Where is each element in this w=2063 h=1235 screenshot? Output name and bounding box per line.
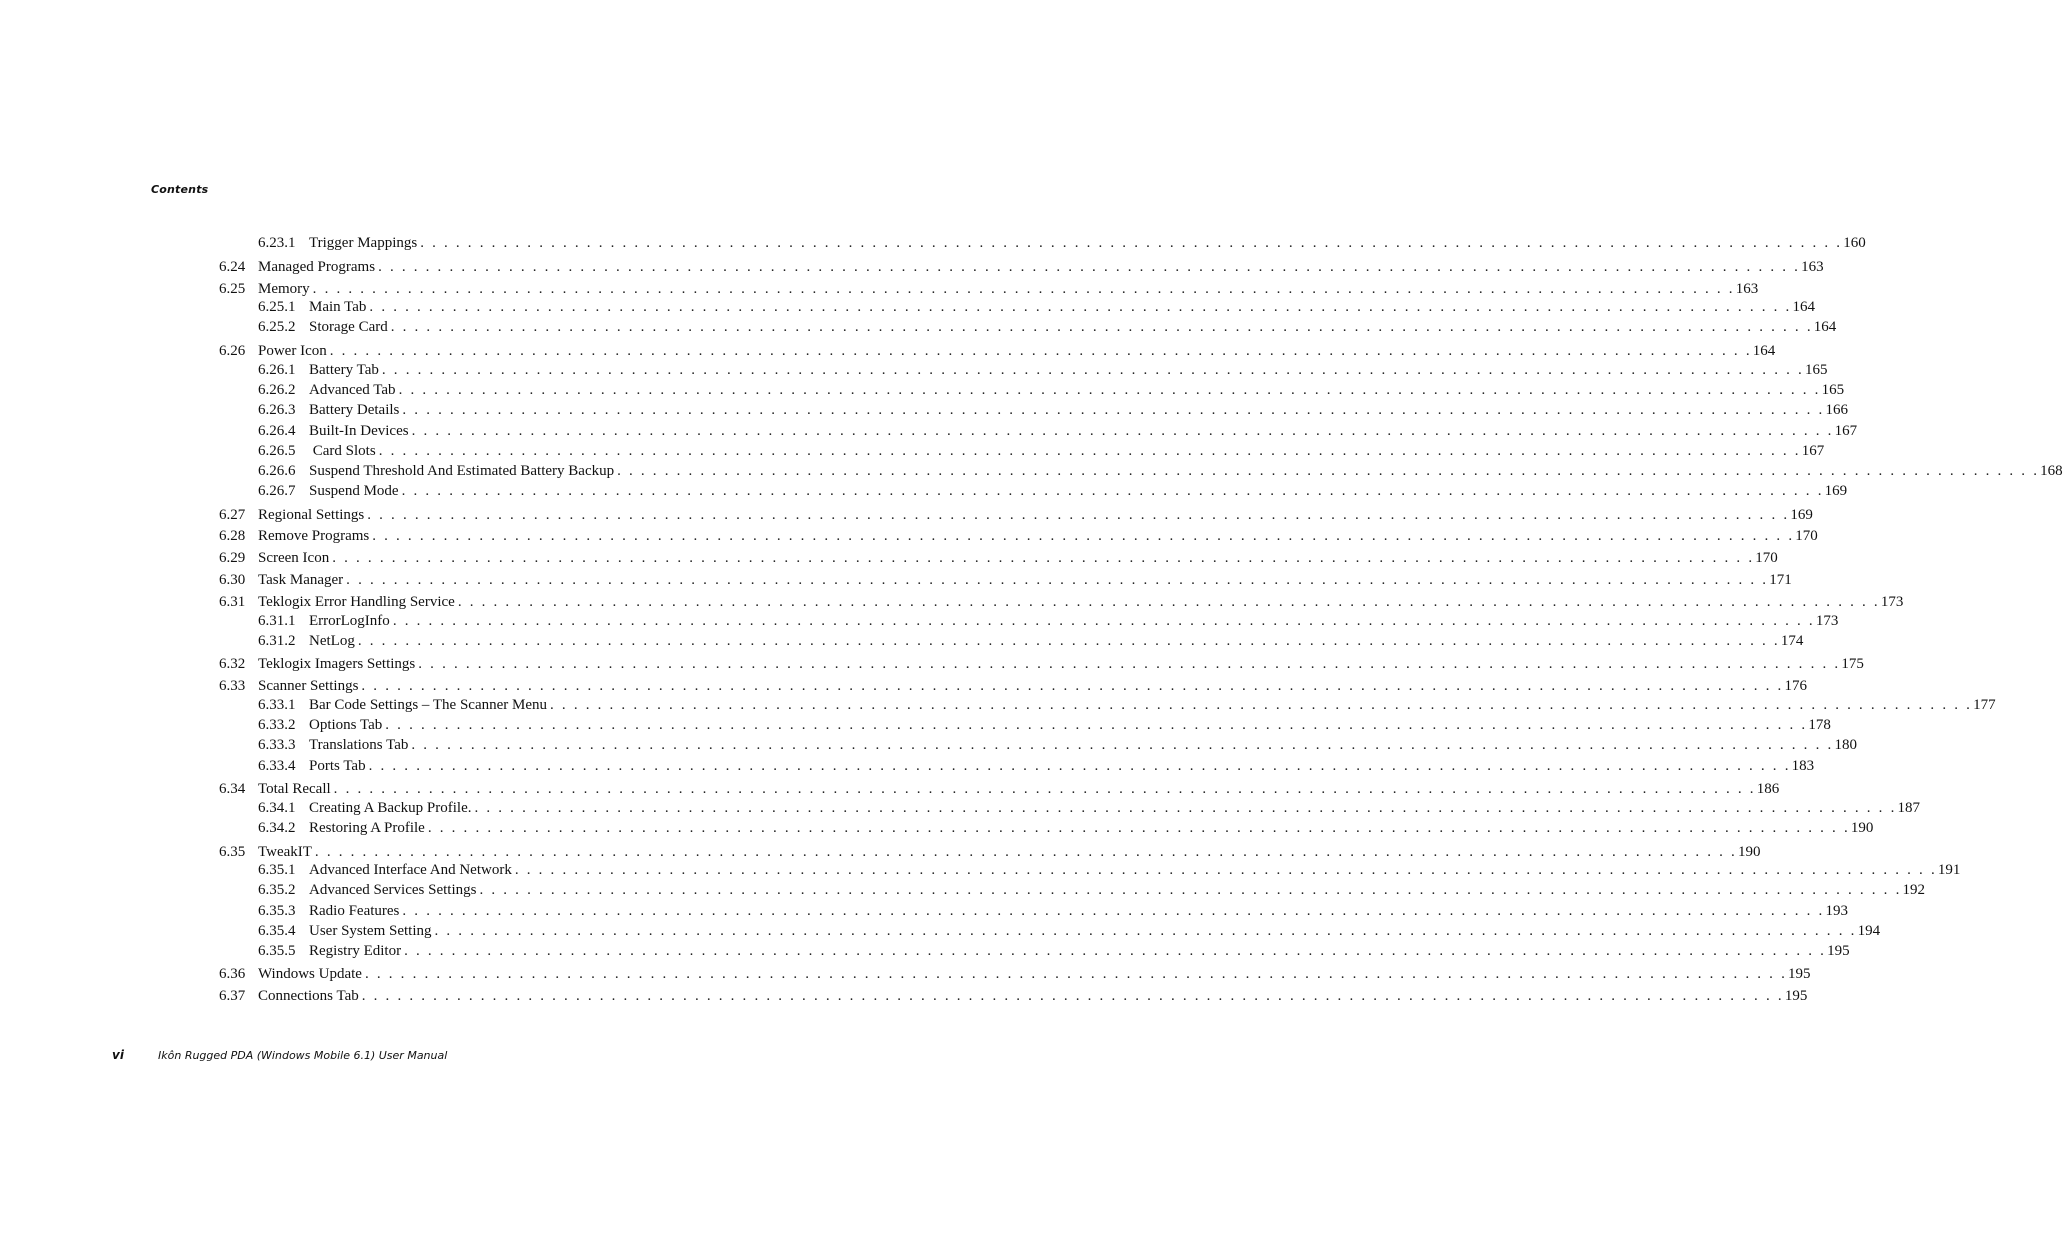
toc-entry-title: Restoring A Profile (309, 820, 425, 836)
toc-dot-leader: . . . . . . . . . . . . . . . . . . . . . . . . . . . . . . . . . . . . . . . . . . . . . . . . . . . . . . . . . . . . . . . . . . . . . . . . . . . . . . . . . . . . . . . . . . . . . . . . . . . . . . . . . . . . . . . . . . . . . . . . (404, 943, 1827, 959)
toc-entry-number: 6.33.3 (258, 737, 296, 753)
toc-entry[interactable] (219, 571, 1792, 589)
toc-dot-leader: . . . . . . . . . . . . . . . . . . . . . . . . . . . . . . . . . . . . . . . . . . . . . . . . . . . . . . . . . . . . . . . . . . . . . . . . . . . . . . . . . . . . . . . . . . . . . . . . . . . . . . . . . . . . . . . . . . . . . . . . (420, 235, 1843, 251)
toc-entry-number: 6.33.4 (258, 758, 296, 774)
toc-dot-leader: . . . . . . . . . . . . . . . . . . . . . . . . . . . . . . . . . . . . . . . . . . . . . . . . . . . . . . . . . . . . . . . . . . . . . . . . . . . . . . . . . . . . . . . . . . . . . . . . . . . . . . . . . . . . . . . . . . . . . . . . (332, 550, 1755, 566)
toc-dot-leader: . . . . . . . . . . . . . . . . . . . . . . . . . . . . . . . . . . . . . . . . . . . . . . . . . . . . . . . . . . . . . . . . . . . . . . . . . . . . . . . . . . . . . . . . . . . . . . . . . . . . . . . . . . . . . . . . . . . . . . . . (364, 966, 1788, 982)
toc-entry-page: 195 (1827, 943, 1850, 959)
toc-entry[interactable] (219, 843, 1761, 861)
toc-entry-page: 194 (1857, 923, 1881, 939)
toc-entry-number: 6.35 (219, 844, 246, 860)
toc-dot-leader: . . . . . . . . . . . . . . . . . . . . . . . . . . . . . . . . . . . . . . . . . . . . . . . . . . . . . . . . . . . . . . . . . . . . . . . . . . . . . . . . . . . . . . . . . . . . . . . . . . . . . . . . . . . . . . . . . . . . . . . . (402, 903, 1825, 919)
toc-dot-leader: . . . . . . . . . . . . . . . . . . . . . . . . . . . . . . . . . . . . . . . . . . . . . . . . . . . . . . . . . . . . . . . . . . . . . . . . . . . . . . . . . . . . . . . . . . . . . . . . . . . . . . . . . . . . . . . . . . . . . . . . (385, 717, 1808, 733)
toc-entry-title: NetLog (309, 633, 355, 649)
toc-entry-page: 164 (1792, 299, 1815, 315)
toc-entry-number: 6.35.2 (258, 882, 296, 898)
toc-entry-title: Ports Tab (309, 758, 366, 774)
toc-entry-page: 190 (1737, 844, 1761, 860)
toc-entry-title: Total Recall (258, 781, 331, 797)
toc-entry-page: 177 (1973, 697, 1996, 713)
toc-entry-page: 170 (1755, 550, 1778, 566)
toc-entry-title: Teklogix Error Handling Service (258, 594, 455, 610)
toc-entry-number: 6.31.2 (258, 633, 296, 649)
toc-entry-title: Windows Update (258, 966, 362, 982)
toc-dot-leader: . . . . . . . . . . . . . . . . . . . . . . . . . . . . . . . . . . . . . . . . . . . . . . . . . . . . . . . . . . . . . . . . . . . . . . . . . . . . . . . . . . . . . . . . . . . . . . . . . . . . . . . . . . . . . . . . . . . . . . . . (361, 678, 1784, 694)
toc-entry-number: 6.26.6 (258, 463, 296, 479)
toc-dot-leader: . . . . . . . . . . . . . . . . . . . . . . . . . . . . . . . . . . . . . . . . . . . . . . . . . . . . . . . . . . . . . . . . . . . . . . . . . . . . . . . . . . . . . . . . . . . . . . . . . . . . . . . . . . . . . . . . . . . . . . . . (411, 737, 1834, 753)
toc-entry-page: 193 (1825, 903, 1848, 919)
toc-entry[interactable] (258, 462, 2063, 480)
toc-entry-page: 191 (1937, 862, 1961, 878)
toc-entry[interactable] (258, 442, 1825, 460)
toc-entry-number: 6.27 (219, 507, 246, 523)
toc-entry-title: Memory (258, 281, 310, 297)
toc-entry-number: 6.35.3 (258, 903, 296, 919)
toc-entry-page: 163 (1801, 259, 1824, 275)
toc-dot-leader: . . . . . . . . . . . . . . . . . . . . . . . . . . . . . . . . . . . . . . . . . . . . . . . . . . . . . . . . . . . . . . . . . . . . . . . . . . . . . . . . . . . . . . . . . . . . . . . . . . . . . . . . . . . . . . . . . . . . . . . . (361, 988, 1784, 1004)
toc-entry[interactable] (219, 527, 1818, 545)
toc-entry[interactable] (258, 922, 1881, 940)
toc-entry[interactable] (258, 696, 1996, 714)
toc-dot-leader: . . . . . . . . . . . . . . . . . . . . . . . . . . . . . . . . . . . . . . . . . . . . . . . . . . . . . . . . . . . . . . . . . . . . . . . . . . . . . . . . . . . . . . . . . . . . . . . . . . . . . . . . . . . . . . . . . . . . . . . . (392, 613, 1815, 629)
toc-entry-page: 176 (1784, 678, 1807, 694)
toc-entry-title: Advanced Services Settings (309, 882, 477, 898)
toc-entry-number: 6.26.3 (258, 402, 296, 418)
toc-entry-title: ErrorLogInfo (309, 613, 390, 629)
toc-entry-title: Power Icon (258, 343, 327, 359)
footer-page-number: vi (112, 1048, 124, 1062)
toc-dot-leader: . . . . . . . . . . . . . . . . . . . . . . . . . . . . . . . . . . . . . . . . . . . . . . . . . . . . . . . . . . . . . . . . . . . . . . . . . . . . . . . . . . . . . . . . . . . . . . . . . . . . . . . . . . . . . . . . . . . . . . . . (514, 862, 1937, 878)
toc-entry[interactable] (219, 677, 1807, 695)
toc-dot-leader: . . . . . . . . . . . . . . . . . . . . . . . . . . . . . . . . . . . . . . . . . . . . . . . . . . . . . . . . . . . . . . . . . . . . . . . . . . . . . . . . . . . . . . . . . . . . . . . . . . . . . . . . . . . . . . . . . . . . . . . . (346, 572, 1769, 588)
toc-dot-leader: . . . . . . . . . . . . . . . . . . . . . . . . . . . . . . . . . . . . . . . . . . . . . . . . . . . . . . . . . . . . . . . . . . . . . . . . . . . . . . . . . . . . . . . . . . . . . . . . . . . . . . . . . . . . . . . . . . . . . . . . (381, 362, 1804, 378)
toc-entry-page: 195 (1784, 988, 1808, 1004)
toc-entry[interactable] (258, 482, 1848, 500)
toc-entry-number: 6.23.1 (258, 235, 296, 251)
toc-entry-number: 6.32 (219, 656, 246, 672)
toc-entry-title: Bar Code Settings – The Scanner Menu (309, 697, 548, 713)
toc-entry-page: 164 (1752, 343, 1776, 359)
toc-entry-page: 170 (1795, 528, 1818, 544)
toc-dot-leader: . . . . . . . . . . . . . . . . . . . . . . . . . . . . . . . . . . . . . . . . . . . . . . . . . . . . . . . . . . . . . . . . . . . . . . . . . . . . . . . . . . . . . . . . . . . . . . . . . . . . . . . . . . . . . . . . . . . . . . . . (418, 656, 1841, 672)
toc-entry[interactable] (258, 757, 1815, 775)
toc-dot-leader: . . . . . . . . . . . . . . . . . . . . . . . . . . . . . . . . . . . . . . . . . . . . . . . . . . . . . . . . . . . . . . . . . . . . . . . . . . . . . . . . . . . . . . . . . . . . . . . . . . . . . . . . . . . . . . . . . . . . . . . . (372, 528, 1795, 544)
toc-entry-page: 175 (1841, 656, 1864, 672)
toc-dot-leader: . . . . . . . . . . . . . . . . . . . . . . . . . . . . . . . . . . . . . . . . . . . . . . . . . . . . . . . . . . . . . . . . . . . . . . . . . . . . . . . . . . . . . . . . . . . . . . . . . . . . . . . . . . . . . . . . . . . . . . . . (401, 483, 1824, 499)
toc-entry[interactable] (258, 861, 1961, 879)
toc-entry[interactable] (219, 549, 1778, 567)
toc-entry-number: 6.31 (219, 594, 246, 610)
toc-entry-page: 187 (1897, 800, 1921, 816)
toc-entry-number: 6.25.1 (258, 299, 296, 315)
toc-entry-number: 6.26.5 (258, 443, 296, 459)
toc-entry[interactable] (258, 318, 1837, 336)
toc-dot-leader: . . . . . . . . . . . . . . . . . . . . . . . . . . . . . . . . . . . . . . . . . . . . . . . . . . . . . . . . . . . . . . . . . . . . . . . . . . . . . . . . . . . . . . . . . . . . . . . . . . . . . . . . . . . . . . . . . . . . . . . . (329, 343, 1752, 359)
toc-entry[interactable] (258, 881, 1926, 899)
toc-entry[interactable] (258, 234, 1866, 252)
toc-entry-title: Suspend Threshold And Estimated Battery Backup (309, 463, 615, 479)
toc-entry-page: 171 (1769, 572, 1792, 588)
toc-entry-title: Advanced Interface And Network (309, 862, 512, 878)
toc-dot-leader: . . . . . . . . . . . . . . . . . . . . . . . . . . . . . . . . . . . . . . . . . . . . . . . . . . . . . . . . . . . . . . . . . . . . . . . . . . . . . . . . . . . . . . . . . . . . . . . . . . . . . . . . . . . . . . . . . . . . . . . . (474, 800, 1897, 816)
toc-entry-title: Teklogix Imagers Settings (258, 656, 416, 672)
toc-entry[interactable] (219, 280, 1759, 298)
toc-dot-leader: . . . . . . . . . . . . . . . . . . . . . . . . . . . . . . . . . . . . . . . . . . . . . . . . . . . . . . . . . . . . . . . . . . . . . . . . . . . . . . . . . . . . . . . . . . . . . . . . . . . . . . . . . . . . . . . . . . . . . . . . (434, 923, 1857, 939)
toc-entry[interactable] (258, 902, 1848, 920)
toc-entry-page: 183 (1791, 758, 1815, 774)
toc-entry-title: TweakIT (258, 844, 312, 860)
toc-entry-page: 168 (2040, 463, 2063, 479)
toc-entry-title: Built-In Devices (309, 423, 409, 439)
toc-entry-number: 6.35.1 (258, 862, 296, 878)
toc-entry-page: 166 (1825, 402, 1848, 418)
toc-entry-number: 6.26 (219, 343, 246, 359)
toc-dot-leader: . . . . . . . . . . . . . . . . . . . . . . . . . . . . . . . . . . . . . . . . . . . . . . . . . . . . . . . . . . . . . . . . . . . . . . . . . . . . . . . . . . . . . . . . . . . . . . . . . . . . . . . . . . . . . . . . . . . . . . . . (378, 259, 1801, 275)
toc-entry[interactable] (258, 401, 1848, 419)
toc-entry-page: 186 (1756, 781, 1780, 797)
toc-dot-leader: . . . . . . . . . . . . . . . . . . . . . . . . . . . . . . . . . . . . . . . . . . . . . . . . . . . . . . . . . . . . . . . . . . . . . . . . . . . . . . . . . . . . . . . . . . . . . . . . . . . . . . . . . . . . . . . . . . . . . . . . (390, 319, 1813, 335)
toc-entry-number: 6.26.1 (258, 362, 296, 378)
toc-entry-title: Regional Settings (258, 507, 365, 523)
toc-entry-page: 178 (1808, 717, 1831, 733)
toc-dot-leader: . . . . . . . . . . . . . . . . . . . . . . . . . . . . . . . . . . . . . . . . . . . . . . . . . . . . . . . . . . . . . . . . . . . . . . . . . . . . . . . . . . . . . . . . . . . . . . . . . . . . . . . . . . . . . . . . . . . . . . . . (617, 463, 2040, 479)
toc-dot-leader: . . . . . . . . . . . . . . . . . . . . . . . . . . . . . . . . . . . . . . . . . . . . . . . . . . . . . . . . . . . . . . . . . . . . . . . . . . . . . . . . . . . . . . . . . . . . . . . . . . . . . . . . . . . . . . . . . . . . . . . . (411, 423, 1834, 439)
toc-entry-title: Registry Editor (309, 943, 402, 959)
toc-dot-leader: . . . . . . . . . . . . . . . . . . . . . . . . . . . . . . . . . . . . . . . . . . . . . . . . . . . . . . . . . . . . . . . . . . . . . . . . . . . . . . . . . . . . . . . . . . . . . . . . . . . . . . . . . . . . . . . . . . . . . . . . (312, 281, 1735, 297)
toc-entry-number: 6.33.1 (258, 697, 296, 713)
toc-entry-page: 167 (1834, 423, 1858, 439)
toc-entry-page: 174 (1780, 633, 1804, 649)
toc-entry-title: Managed Programs (258, 259, 376, 275)
toc-entry-page: 173 (1880, 594, 1904, 610)
toc-entry-number: 6.33 (219, 678, 246, 694)
toc-entry[interactable] (258, 736, 1857, 754)
toc-entry[interactable] (258, 612, 1839, 630)
toc-entry-title: Main Tab (309, 299, 367, 315)
toc-entry-page: 160 (1843, 235, 1866, 251)
toc-entry[interactable] (219, 342, 1776, 360)
toc-entry-number: 6.25 (219, 281, 246, 297)
toc-entry-title: Battery Tab (309, 362, 379, 378)
toc-entry-number: 6.34.2 (258, 820, 296, 836)
toc-entry-number: 6.26.4 (258, 423, 296, 439)
toc-entry-number: 6.31.1 (258, 613, 296, 629)
toc-entry[interactable] (258, 381, 1845, 399)
toc-entry-number: 6.26.2 (258, 382, 296, 398)
toc-entry-title: Connections Tab (258, 988, 359, 1004)
toc-entry-title: Radio Features (309, 903, 400, 919)
toc-dot-leader: . . . . . . . . . . . . . . . . . . . . . . . . . . . . . . . . . . . . . . . . . . . . . . . . . . . . . . . . . . . . . . . . . . . . . . . . . . . . . . . . . . . . . . . . . . . . . . . . . . . . . . . . . . . . . . . . . . . . . . . . (427, 820, 1850, 836)
toc-entry-page: 195 (1788, 966, 1811, 982)
toc-dot-leader: . . . . . . . . . . . . . . . . . . . . . . . . . . . . . . . . . . . . . . . . . . . . . . . . . . . . . . . . . . . . . . . . . . . . . . . . . . . . . . . . . . . . . . . . . . . . . . . . . . . . . . . . . . . . . . . . . . . . . . . . (369, 299, 1792, 315)
toc-entry[interactable] (258, 422, 1858, 440)
toc-entry[interactable] (219, 780, 1780, 798)
toc-entry-number: 6.33.2 (258, 717, 296, 733)
toc-entry[interactable] (219, 655, 1864, 673)
toc-entry[interactable] (219, 965, 1811, 983)
toc-dot-leader: . . . . . . . . . . . . . . . . . . . . . . . . . . . . . . . . . . . . . . . . . . . . . . . . . . . . . . . . . . . . . . . . . . . . . . . . . . . . . . . . . . . . . . . . . . . . . . . . . . . . . . . . . . . . . . . . . . . . . . . . (402, 402, 1825, 418)
toc-entry-title: Suspend Mode (309, 483, 399, 499)
toc-dot-leader: . . . . . . . . . . . . . . . . . . . . . . . . . . . . . . . . . . . . . . . . . . . . . . . . . . . . . . . . . . . . . . . . . . . . . . . . . . . . . . . . . . . . . . . . . . . . . . . . . . . . . . . . . . . . . . . . . . . . . . . . (333, 781, 1756, 797)
toc-entry[interactable] (219, 593, 1904, 611)
toc-entry-page: 180 (1834, 737, 1857, 753)
footer-manual-title: Ikôn Rugged PDA (Windows Mobile 6.1) User Manual (158, 1049, 448, 1062)
toc-entry[interactable] (258, 298, 1815, 316)
toc-entry-title: User System Setting (309, 923, 432, 939)
toc-dot-leader: . . . . . . . . . . . . . . . . . . . . . . . . . . . . . . . . . . . . . . . . . . . . . . . . . . . . . . . . . . . . . . . . . . . . . . . . . . . . . . . . . . . . . . . . . . . . . . . . . . . . . . . . . . . . . . . . . . . . . . . . (457, 594, 1880, 610)
toc-entry[interactable] (258, 716, 1831, 734)
toc-entry-number: 6.30 (219, 572, 246, 588)
toc-entry[interactable] (219, 258, 1824, 276)
toc-dot-leader: . . . . . . . . . . . . . . . . . . . . . . . . . . . . . . . . . . . . . . . . . . . . . . . . . . . . . . . . . . . . . . . . . . . . . . . . . . . . . . . . . . . . . . . . . . . . . . . . . . . . . . . . . . . . . . . . . . . . . . . . (367, 507, 1790, 523)
toc-entry-page: 165 (1804, 362, 1828, 378)
toc-entry-number: 6.35.4 (258, 923, 296, 939)
toc-entry-number: 6.34 (219, 781, 246, 797)
toc-entry-number: 6.26.7 (258, 483, 296, 499)
toc-entry-title: Scanner Settings (258, 678, 359, 694)
toc-dot-leader: . . . . . . . . . . . . . . . . . . . . . . . . . . . . . . . . . . . . . . . . . . . . . . . . . . . . . . . . . . . . . . . . . . . . . . . . . . . . . . . . . . . . . . . . . . . . . . . . . . . . . . . . . . . . . . . . . . . . . . . . (314, 844, 1737, 860)
toc-entry-number: 6.25.2 (258, 319, 296, 335)
toc-entry-title: Remove Programs (258, 528, 370, 544)
toc-entry-page: 190 (1850, 820, 1874, 836)
toc-entry-number: 6.36 (219, 966, 246, 982)
toc-entry-page: 164 (1813, 319, 1837, 335)
toc-entry-page: 167 (1801, 443, 1825, 459)
toc-entry[interactable] (219, 987, 1808, 1005)
toc-entry-number: 6.28 (219, 528, 246, 544)
toc-entry-number: 6.37 (219, 988, 246, 1004)
toc-entry-title: Trigger Mappings (309, 235, 418, 251)
toc-dot-leader: . . . . . . . . . . . . . . . . . . . . . . . . . . . . . . . . . . . . . . . . . . . . . . . . . . . . . . . . . . . . . . . . . . . . . . . . . . . . . . . . . . . . . . . . . . . . . . . . . . . . . . . . . . . . . . . . . . . . . . . . (550, 697, 1973, 713)
toc-dot-leader: . . . . . . . . . . . . . . . . . . . . . . . . . . . . . . . . . . . . . . . . . . . . . . . . . . . . . . . . . . . . . . . . . . . . . . . . . . . . . . . . . . . . . . . . . . . . . . . . . . . . . . . . . . . . . . . . . . . . . . . . (368, 758, 1791, 774)
toc-entry-title: Task Manager (258, 572, 344, 588)
toc-entry-page: 192 (1902, 882, 1926, 898)
toc-entry-title: Translations Tab (309, 737, 409, 753)
toc-entry[interactable] (258, 942, 1850, 960)
toc-entry-page: 173 (1815, 613, 1839, 629)
toc-entry-title: Battery Details (309, 402, 400, 418)
toc-entry-title: Screen Icon (258, 550, 330, 566)
toc-dot-leader: . . . . . . . . . . . . . . . . . . . . . . . . . . . . . . . . . . . . . . . . . . . . . . . . . . . . . . . . . . . . . . . . . . . . . . . . . . . . . . . . . . . . . . . . . . . . . . . . . . . . . . . . . . . . . . . . . . . . . . . . (357, 633, 1780, 649)
running-header: Contents (151, 183, 209, 196)
toc-entry-title: Card Slots (309, 443, 376, 459)
toc-dot-leader: . . . . . . . . . . . . . . . . . . . . . . . . . . . . . . . . . . . . . . . . . . . . . . . . . . . . . . . . . . . . . . . . . . . . . . . . . . . . . . . . . . . . . . . . . . . . . . . . . . . . . . . . . . . . . . . . . . . . . . . . (378, 443, 1801, 459)
toc-entry[interactable] (258, 799, 1921, 817)
toc-entry-number: 6.35.5 (258, 943, 296, 959)
toc-entry[interactable] (258, 361, 1828, 379)
toc-entry[interactable] (258, 819, 1874, 837)
toc-entry-number: 6.29 (219, 550, 246, 566)
toc-entry-title: Options Tab (309, 717, 383, 733)
toc-entry[interactable] (258, 632, 1804, 650)
toc-entry-number: 6.34.1 (258, 800, 296, 816)
toc-entry-title: Storage Card (309, 319, 388, 335)
toc-entry[interactable] (219, 506, 1813, 524)
toc-entry-title: Advanced Tab (309, 382, 396, 398)
toc-entry-title: Creating A Backup Profile. (309, 800, 472, 816)
toc-entry-number: 6.24 (219, 259, 246, 275)
toc-dot-leader: . . . . . . . . . . . . . . . . . . . . . . . . . . . . . . . . . . . . . . . . . . . . . . . . . . . . . . . . . . . . . . . . . . . . . . . . . . . . . . . . . . . . . . . . . . . . . . . . . . . . . . . . . . . . . . . . . . . . . . . . (479, 882, 1902, 898)
toc-dot-leader: . . . . . . . . . . . . . . . . . . . . . . . . . . . . . . . . . . . . . . . . . . . . . . . . . . . . . . . . . . . . . . . . . . . . . . . . . . . . . . . . . . . . . . . . . . . . . . . . . . . . . . . . . . . . . . . . . . . . . . . . (398, 382, 1821, 398)
toc-entry-page: 163 (1735, 281, 1759, 297)
toc-entry-page: 169 (1790, 507, 1813, 523)
toc-entry-page: 169 (1824, 483, 1848, 499)
toc-entry-page: 165 (1821, 382, 1845, 398)
